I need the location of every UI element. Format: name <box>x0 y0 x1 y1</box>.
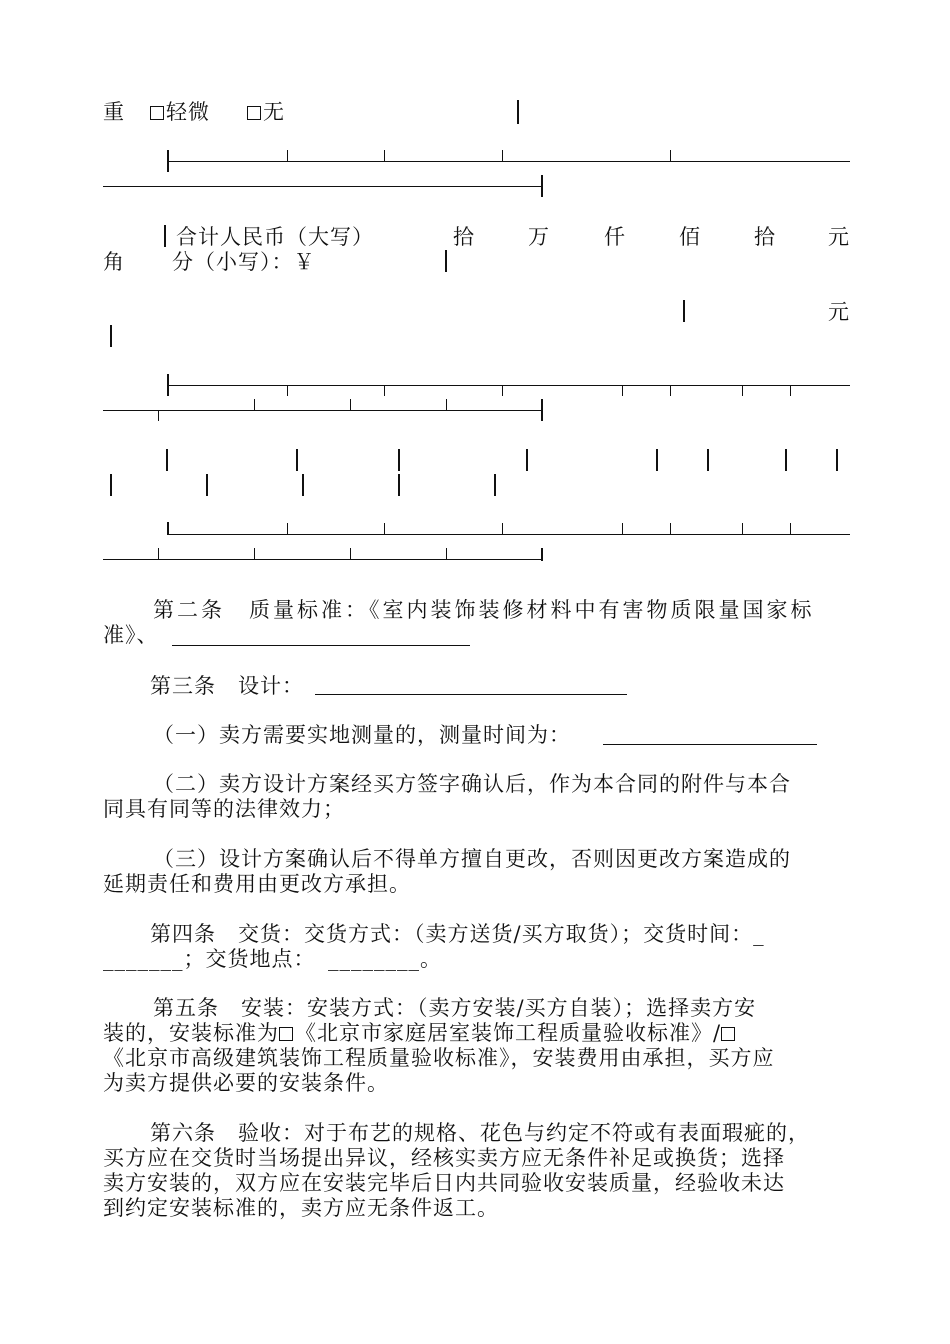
table-tick <box>254 548 255 559</box>
table-border <box>494 474 496 496</box>
table-border <box>707 449 709 471</box>
table-tick <box>670 523 671 534</box>
table-border <box>541 548 543 561</box>
table-rule <box>167 385 850 386</box>
article-2-line-2: 准》、 <box>103 623 159 647</box>
table-tick <box>384 150 385 161</box>
total-yuan-label: 元 <box>828 300 850 324</box>
table-border <box>166 449 168 471</box>
table-rule <box>103 410 543 411</box>
article-2-line-1: 第二条 质量标准：《室内装饰装修材料中有害物质限量国家标 <box>153 598 815 622</box>
table-tick <box>670 150 671 161</box>
table-border <box>836 449 838 471</box>
total-label: 合计人民币（大写） <box>176 225 374 249</box>
damage-none-label: 无 <box>263 100 285 124</box>
article-3-item-2-line-1: （二）卖方设计方案经买方签字确认后，作为本合同的附件与本合 <box>153 772 791 796</box>
table-tick <box>287 150 288 161</box>
unit-qian: 仟 <box>604 225 626 249</box>
table-border <box>398 449 400 471</box>
table-border <box>517 100 519 124</box>
article-4-line-2b: ________。 <box>328 947 442 971</box>
checkbox-icon[interactable] <box>279 1027 293 1041</box>
unit-bai: 佰 <box>679 225 701 249</box>
table-border <box>541 399 543 421</box>
table-border <box>683 300 685 322</box>
table-tick <box>790 385 791 396</box>
blank-line[interactable] <box>603 744 817 745</box>
article-5-line-2 <box>103 1021 737 1045</box>
article-5-line-3: 《北京市高级建筑装饰工程质量验收标准》，安装费用由承担，买方应 <box>103 1046 775 1070</box>
checkbox-icon[interactable] <box>721 1027 735 1041</box>
checkbox-icon <box>247 106 261 120</box>
table-tick <box>350 548 351 559</box>
article-5-line-2b: 《北京市家庭居室装饰工程质量验收标准》/ <box>295 1021 722 1045</box>
table-tick <box>742 385 743 396</box>
article-5-line-4: 为卖方提供必要的安装条件。 <box>103 1071 389 1095</box>
table-tick <box>287 385 288 396</box>
table-border <box>110 325 112 347</box>
table-border <box>302 474 304 496</box>
article-6-line-2: 买方应在交货时当场提出异议，经核实卖方应无条件补足或换货；选择 <box>103 1146 785 1170</box>
blank-line[interactable] <box>315 694 627 695</box>
table-tick <box>158 410 159 421</box>
table-border <box>445 250 447 272</box>
article-3-item-3-line-2: 延期责任和费用由更改方承担。 <box>103 872 411 896</box>
table-tick <box>742 523 743 534</box>
table-border <box>164 225 166 247</box>
table-tick <box>502 150 503 161</box>
article-6-line-3: 卖方安装的，双方应在安装完毕后日内共同验收安装质量，经验收未达 <box>103 1171 785 1195</box>
table-tick <box>158 548 159 559</box>
table-tick <box>446 548 447 559</box>
unit-yuan: 元 <box>828 225 850 249</box>
damage-minor-label: 轻微 <box>166 100 210 124</box>
table-border <box>206 474 208 496</box>
article-5-line-1: 第五条 安装：安装方式：（卖方安装/买方自装）；选择卖方安 <box>153 996 757 1020</box>
checkbox-icon <box>150 106 164 120</box>
table-border <box>541 175 543 197</box>
table-tick <box>254 399 255 410</box>
unit-wan: 万 <box>528 225 550 249</box>
table-rule <box>103 186 543 187</box>
table-border <box>656 449 658 471</box>
table-border <box>398 474 400 496</box>
article-4-line-2a: _______；交货地点： <box>103 947 316 971</box>
table-border <box>110 474 112 496</box>
unit-shi-1: 拾 <box>453 225 475 249</box>
table-border <box>526 449 528 471</box>
table-tick <box>287 523 288 534</box>
blank-line[interactable] <box>172 645 470 646</box>
article-3-line-1: 第三条 设计： <box>150 674 304 698</box>
unit-shi-2: 拾 <box>754 225 776 249</box>
article-5-line-2a: 装的，安装标准为 <box>103 1021 279 1045</box>
table-tick <box>446 399 447 410</box>
table-rule <box>167 534 850 535</box>
total-small-label: 分（小写）：￥ <box>172 250 316 274</box>
damage-none-option[interactable] <box>247 100 285 124</box>
table-tick <box>502 523 503 534</box>
table-rule <box>103 559 543 560</box>
article-3-item-3-line-1: （三）设计方案确认后不得单方擅自更改，否则因更改方案造成的 <box>153 847 791 871</box>
damage-severe-label: 重 <box>103 100 125 124</box>
table-rule <box>167 161 850 162</box>
article-3-item-2-line-2: 同具有同等的法律效力； <box>103 797 345 821</box>
table-tick <box>384 385 385 396</box>
table-tick <box>622 523 623 534</box>
article-6-line-4: 到约定安装标准的，卖方应无条件返工。 <box>103 1196 499 1220</box>
article-4-line-1: 第四条 交货：交货方式：（卖方送货/买方取货）；交货时间：_ <box>150 922 765 946</box>
unit-jiao: 角 <box>103 250 125 274</box>
article-6-line-1: 第六条 验收：对于布艺的规格、花色与约定不符或有表面瑕疵的， <box>150 1121 810 1145</box>
table-tick <box>350 399 351 410</box>
table-tick <box>622 385 623 396</box>
damage-minor-option[interactable] <box>150 100 210 124</box>
table-tick <box>790 523 791 534</box>
article-3-item-1-line-1: （一）卖方需要实地测量的，测量时间为： <box>153 723 571 747</box>
table-border <box>785 449 787 471</box>
table-tick <box>502 385 503 396</box>
table-border <box>296 449 298 471</box>
table-tick <box>670 385 671 396</box>
table-tick <box>384 523 385 534</box>
